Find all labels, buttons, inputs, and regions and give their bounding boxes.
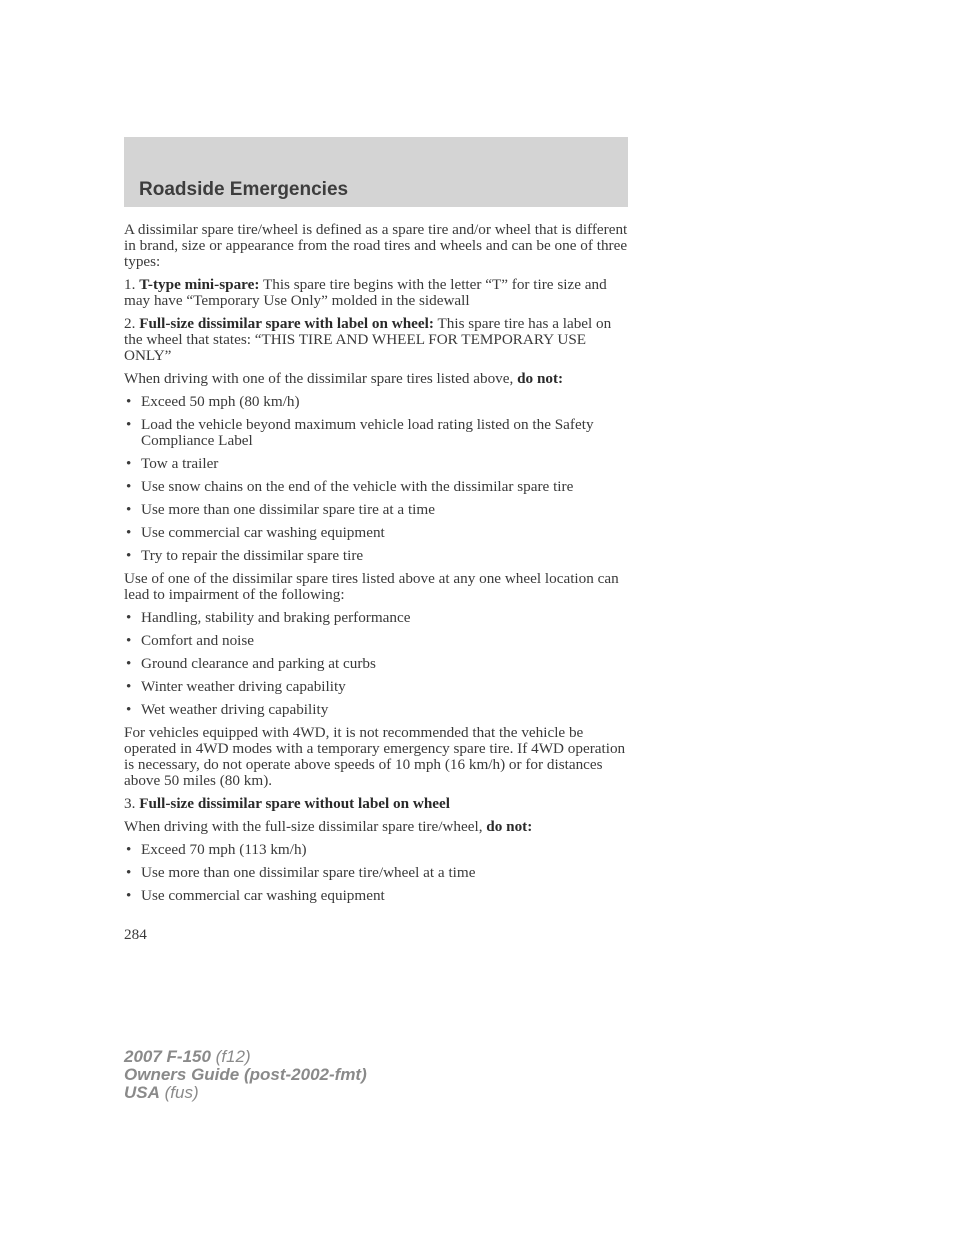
list-item: • Exceed 70 mph (113 km/h) xyxy=(124,842,628,858)
type-2-term: Full-size dissimilar spare with label on wheel: xyxy=(139,315,434,332)
do-not-intro-2-text: When driving with the full-size dissimilar spare tire/wheel, xyxy=(124,818,487,835)
list-item: • Handling, stability and braking performance xyxy=(124,610,628,626)
intro-paragraph: A dissimilar spare tire/wheel is defined as a spare tire and/or wheel that is different in brand, size or appearance from the road tires and wheels and can be one of three types: xyxy=(124,221,628,270)
type-2-paragraph xyxy=(124,316,628,364)
type-1-number: 1. xyxy=(124,276,140,293)
type-2-text: This spare tire has a label on the wheel that states: “THIS TIRE AND WHEEL FOR TEMPORARY USE ONLY” xyxy=(124,315,612,364)
list-item: • Tow a trailer xyxy=(124,456,628,472)
do-not-intro-2 xyxy=(124,819,628,835)
type-2-number: 2. xyxy=(124,315,140,332)
list-item: • Use commercial car washing equipment xyxy=(124,888,628,904)
list-item: • Try to repair the dissimilar spare tire xyxy=(124,548,628,564)
list-item: • Use more than one dissimilar spare tire at a time xyxy=(124,502,628,518)
impairment-list xyxy=(124,610,628,718)
list-item: • Use commercial car washing equipment xyxy=(124,525,628,541)
section-header-band xyxy=(124,137,628,207)
page-number: 284 xyxy=(124,926,147,943)
footer-guide: Owners Guide (post-2002-fmt) xyxy=(124,1065,367,1084)
list-item: • Ground clearance and parking at curbs xyxy=(124,656,628,672)
type-3-number: 3. xyxy=(124,795,140,812)
list-item: • Use snow chains on the end of the vehicle with the dissimilar spare tire xyxy=(124,479,628,495)
restrictions-list-2 xyxy=(124,842,628,904)
document-footer xyxy=(124,1048,367,1102)
type-1-term: T-type mini-spare: xyxy=(139,276,260,293)
list-item: • Comfort and noise xyxy=(124,633,628,649)
type-3-paragraph xyxy=(124,796,628,812)
impairment-intro: Use of one of the dissimilar spare tires listed above at any one wheel location can lead to impairment of the following: xyxy=(124,570,619,603)
type-3-term: Full-size dissimilar spare without label on wheel xyxy=(139,795,450,812)
type-1-text: This spare tire begins with the letter “T” for tire size and may have “Temporary Use Only” molded in the sidewall xyxy=(124,276,607,309)
do-not-intro-1-text: When driving with one of the dissimilar spare tires listed above, xyxy=(124,370,518,387)
footer-line-3 xyxy=(124,1084,367,1102)
list-item: • Wet weather driving capability xyxy=(124,702,628,718)
do-not-intro-2-bold: do not: xyxy=(486,818,533,835)
page-content xyxy=(124,222,628,911)
list-item: • Use more than one dissimilar spare tire/wheel at a time xyxy=(124,865,628,881)
footer-market: USA xyxy=(124,1083,160,1102)
footer-line-1 xyxy=(124,1048,367,1066)
footer-model: 2007 F-150 xyxy=(124,1047,211,1066)
list-item: • Winter weather driving capability xyxy=(124,679,628,695)
list-item: • Exceed 50 mph (80 km/h) xyxy=(124,394,628,410)
footer-line-2 xyxy=(124,1066,367,1084)
fourwd-note: For vehicles equipped with 4WD, it is not recommended that the vehicle be operated in 4WD modes with a temporary emergency spare tire. If 4WD operation is necessary, do not operate above speeds of 10 mph (16 km/h) or for distances above 50 miles (80 km). xyxy=(124,724,626,789)
section-title: Roadside Emergencies xyxy=(139,179,349,200)
list-item: • Load the vehicle beyond maximum vehicle load rating listed on the Safety Compliance Label xyxy=(124,417,628,449)
footer-market-code: (fus) xyxy=(159,1083,199,1102)
type-1-paragraph xyxy=(124,277,628,309)
do-not-intro-1-bold: do not: xyxy=(517,370,564,387)
footer-model-code: (f12) xyxy=(210,1047,251,1066)
restrictions-list-1 xyxy=(124,394,628,564)
do-not-intro-1 xyxy=(124,371,628,387)
